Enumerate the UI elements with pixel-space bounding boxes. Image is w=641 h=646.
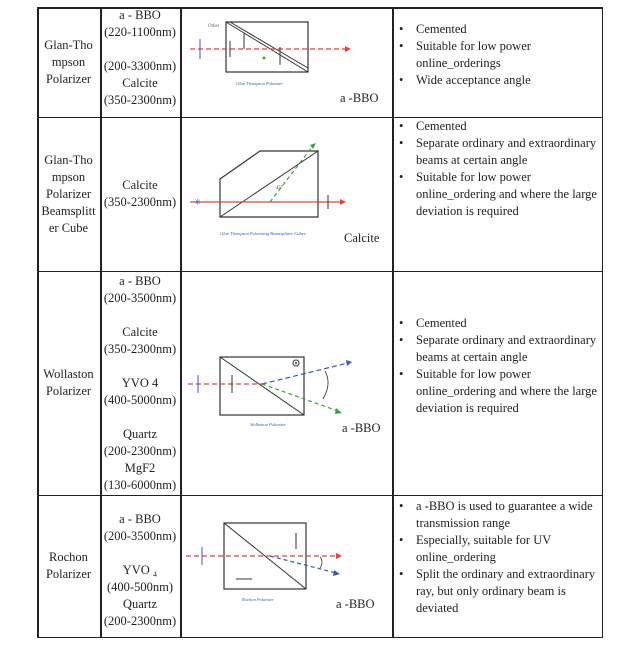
angle-label: 45° bbox=[276, 186, 283, 191]
features-list bbox=[392, 117, 603, 271]
material-line: (400-500nm) bbox=[107, 580, 173, 594]
material-list bbox=[100, 7, 180, 117]
material-line: (400-5000nm) bbox=[103, 393, 177, 407]
polarizer-table bbox=[37, 7, 603, 637]
figure-material: Calcite bbox=[344, 231, 380, 245]
material-line: a - BBO bbox=[119, 512, 161, 526]
feature-item: • Cemented bbox=[416, 21, 603, 38]
beamsplitter-cube-diagram bbox=[180, 117, 392, 271]
features-list bbox=[392, 495, 603, 637]
unpolarized-icon: ✳ bbox=[194, 197, 202, 207]
material-line: Quartz bbox=[122, 597, 157, 611]
material-line: (200-3500nm) bbox=[103, 291, 177, 305]
material-line: (350-2300nm) bbox=[103, 342, 177, 356]
material-line: (350-2300nm) bbox=[103, 195, 177, 209]
figure-caption: Glan Thompson Polarizing Beamsplitter Cubes bbox=[220, 231, 306, 236]
feature-item: • Suitable for low power online_ordering and where the large deviation is required bbox=[416, 366, 603, 417]
features-list bbox=[392, 7, 603, 117]
wollaston-diagram bbox=[180, 271, 392, 495]
material-list bbox=[100, 495, 180, 637]
polarizer-name: Rochon Polarizer bbox=[45, 550, 92, 581]
feature-item: • Cemented bbox=[416, 118, 603, 135]
diagram-cell bbox=[180, 7, 392, 117]
table-row bbox=[37, 7, 603, 118]
figure-caption: Rochon Polarizer bbox=[242, 597, 274, 602]
other-label: Other bbox=[208, 24, 220, 29]
diagram-cell bbox=[180, 117, 392, 271]
polarizer-name: Wollaston Polarizer bbox=[43, 367, 94, 398]
feature-item: • a -BBO is used to guarantee a wide transmission range bbox=[416, 498, 603, 532]
polarizer-name: Glan-Tho mpson Polarizer bbox=[44, 37, 93, 86]
diagram-cell bbox=[180, 271, 392, 495]
material-list bbox=[100, 117, 180, 271]
material-list bbox=[100, 271, 180, 495]
diagram-cell bbox=[180, 495, 392, 637]
table-row bbox=[37, 495, 603, 638]
feature-item: • Especially, suitable for UV online_ordering bbox=[416, 532, 603, 566]
figure-caption: Glan Thompson Polarizer bbox=[236, 81, 284, 86]
feature-item: • Wide acceptance angle bbox=[416, 72, 603, 89]
feature-item: • Separate ordinary and extraordinary beams at certain angle bbox=[416, 332, 603, 366]
figure-material: a -BBO bbox=[342, 421, 381, 435]
material-line: Calcite bbox=[122, 325, 158, 339]
material-line: (350-2300nm) bbox=[103, 93, 177, 107]
figure-material: a -BBO bbox=[340, 91, 379, 105]
polarizer-name: Glan-Tho mpson Polarizer Beamsplitt er Cube bbox=[41, 152, 96, 235]
figure-material: a -BBO bbox=[336, 597, 375, 611]
material-line: MgF2 bbox=[124, 461, 156, 475]
feature-item: • Cemented bbox=[416, 315, 603, 332]
feature-item: • Separate ordinary and extraordinary beams at certain angle bbox=[416, 135, 603, 169]
table-row bbox=[37, 271, 603, 496]
material-line: Calcite bbox=[122, 76, 158, 90]
material-line: a - BBO bbox=[119, 274, 161, 288]
material-line: YVO 4 bbox=[121, 376, 159, 390]
feature-item: • Suitable for low power online_ordering and where the large deviation is required bbox=[416, 169, 603, 220]
material-line: (200-3500nm) bbox=[103, 529, 177, 543]
material-line: (130-6000nm) bbox=[103, 478, 177, 492]
material-line: (200-2300nm) bbox=[103, 614, 177, 628]
material-line: Quartz bbox=[122, 427, 157, 441]
table-row bbox=[37, 117, 603, 272]
material-line: YVO ₄ bbox=[122, 563, 158, 577]
features-list bbox=[392, 271, 603, 495]
material-line: a - BBO bbox=[119, 8, 161, 22]
material-line: (200-2300nm) bbox=[103, 444, 177, 458]
rochon-diagram bbox=[180, 495, 392, 637]
material-line: (220-1100nm) bbox=[104, 25, 176, 39]
figure-caption: Wollaston Polarizer bbox=[250, 422, 286, 427]
feature-item: • Suitable for low power online_orderings bbox=[416, 38, 603, 72]
material-line: (200-3300nm) bbox=[103, 59, 177, 73]
feature-item: • Split the ordinary and extraordinary ray, but only ordinary beam is deviated bbox=[416, 566, 603, 617]
material-line: Calcite bbox=[122, 178, 158, 192]
